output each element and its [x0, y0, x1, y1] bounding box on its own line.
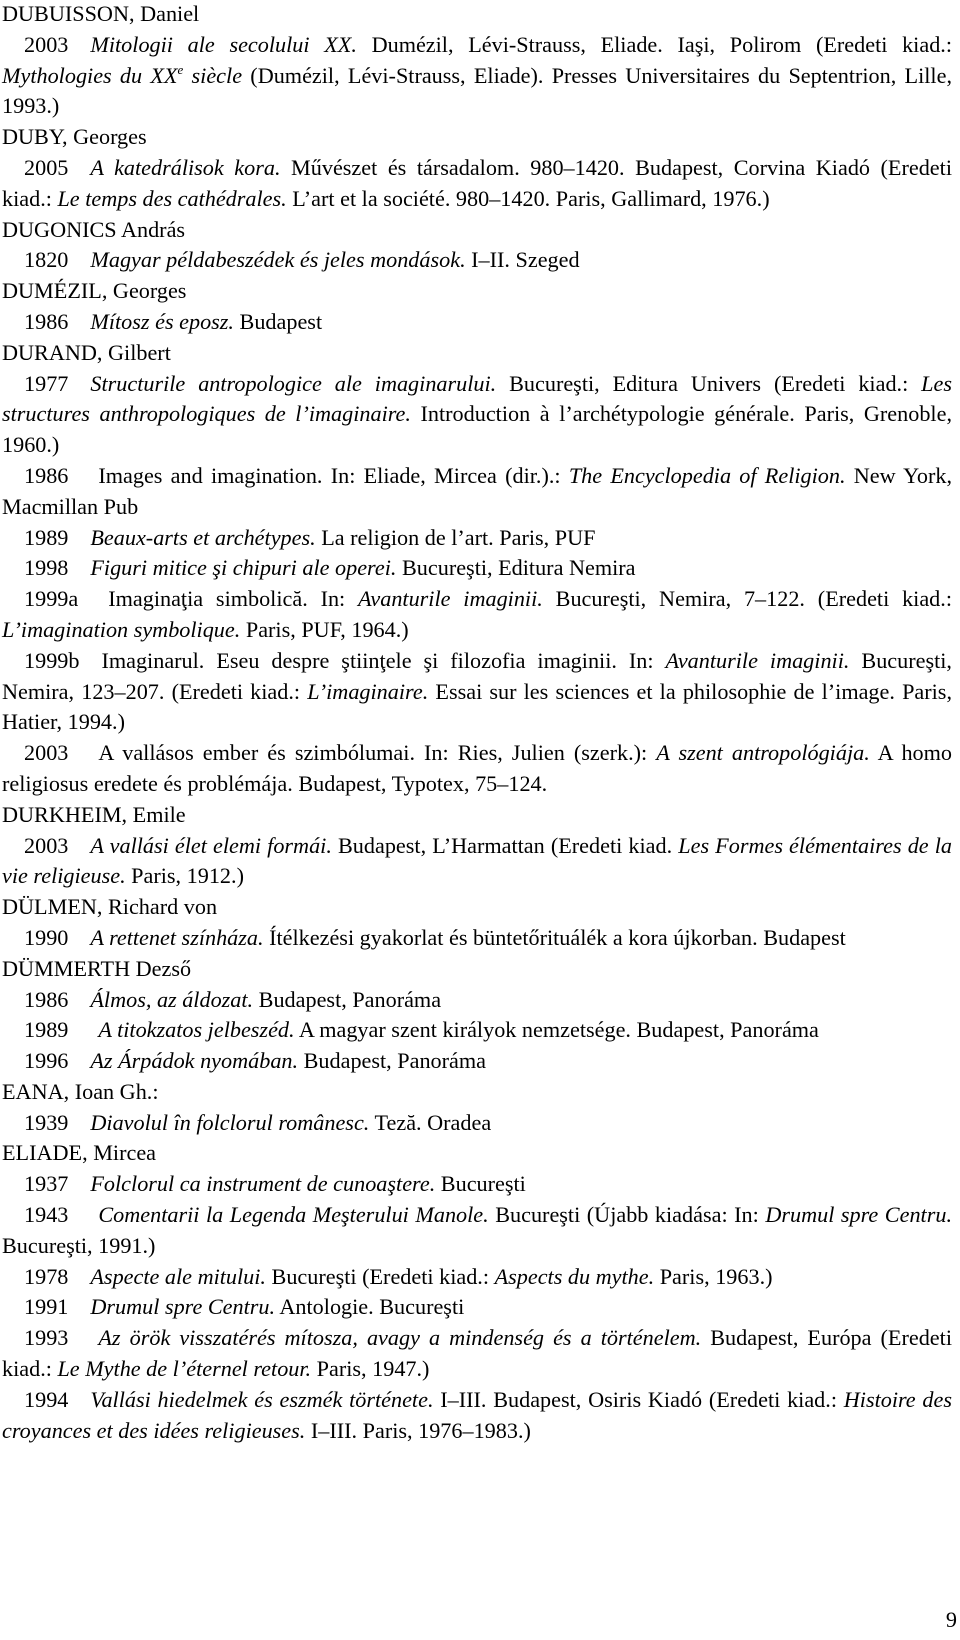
entry-text: Bucureşti, Editura Univers (Eredeti kiad.: [496, 370, 922, 396]
entry-text: Paris, 1912.) [125, 863, 244, 889]
entry-title: Diavolul în folclorul românesc. [90, 1109, 370, 1135]
bibliography-entry [2, 738, 952, 800]
entry-year: 1986 [24, 308, 69, 334]
author-heading: ELIADE, Mircea [2, 1140, 157, 1166]
entry-year: 1999a [24, 586, 79, 612]
entry-title: A titokzatos jelbeszéd. [98, 1017, 295, 1043]
entry-text: Paris, 1963.) [654, 1263, 773, 1289]
entry-year: 1991 [24, 1294, 69, 1320]
entry-text: Budapest, L’Harmattan (Eredeti kiad. [331, 832, 679, 858]
entry-text: Introduction à l’archétypologie générale. Paris, Grenoble, 1960.) [2, 401, 952, 458]
original-title: Les structures anthropologiques de l’imaginaire. [2, 370, 952, 427]
bibliography-entry [2, 553, 952, 584]
bibliography-entry [2, 1323, 952, 1385]
entry-year: 1989 [24, 1017, 69, 1043]
bibliography-entry [2, 153, 952, 215]
entry-year: 1939 [24, 1109, 69, 1135]
entry-text: Images and imagination. In: Eliade, Mircea (dir.).: [98, 462, 569, 488]
bibliography-entry [2, 30, 952, 122]
entry-text: I–II. Szeged [465, 247, 580, 273]
entry-year: 1977 [24, 370, 69, 396]
entry-title: The Encyclopedia of Religion. [568, 462, 846, 488]
entry-text: A magyar szent királyok nemzetsége. Budapest, Panoráma [294, 1017, 819, 1043]
entry-year: 1943 [24, 1202, 69, 1228]
entry-title: A rettenet színháza. [90, 924, 264, 950]
entry-text: Imaginaţia simbolică. In: [108, 586, 359, 612]
original-title: Le Mythe de l’éternel retour. [57, 1356, 312, 1382]
entry-text: Paris, 1947.) [311, 1356, 430, 1382]
bibliography-entry [2, 307, 952, 338]
bibliography-entry [2, 245, 952, 276]
entry-text: Bucureşti (Eredeti kiad.: [265, 1263, 495, 1289]
entry-title: Vallási hiedelmek és eszmék története. [90, 1386, 434, 1412]
bibliography-entry [2, 1169, 952, 1200]
entry-title: Folclorul ca instrument de cunoaştere. [90, 1171, 436, 1197]
entry-text: Művészet és társadalom. 980–1420. Budapest, Corvina Kiadó (Eredeti kiad.: [2, 154, 952, 211]
bibliography-entry [2, 1046, 952, 1077]
entry-year: 1989 [24, 524, 69, 550]
bibliography-entry [2, 985, 952, 1016]
bibliography-entry [2, 646, 952, 738]
entry-text: Budapest, Panoráma [298, 1048, 486, 1074]
entry-year: 1986 [24, 986, 69, 1012]
entry-text: Bucureşti (Újabb kiadása: In: [488, 1202, 766, 1228]
entry-text: I–III. Paris, 1976–1983.) [305, 1417, 531, 1443]
entry-year: 1996 [24, 1048, 69, 1074]
author-heading: DÜMMERTH Dezső [2, 955, 192, 981]
author-heading: DUMÉZIL, Georges [2, 278, 187, 304]
original-title: Mythologies du XXe siècle [2, 61, 243, 88]
original-title: Histoire des croyances et des idées religieuses. [2, 1386, 952, 1443]
bibliography-entry [2, 1015, 952, 1046]
bibliography-entry [2, 923, 952, 954]
entry-title: Avanturile imaginii. [358, 586, 543, 612]
author-heading: DUGONICS András [2, 216, 186, 242]
entry-year: 2003 [24, 31, 69, 57]
original-title: L’imaginaire. [307, 678, 429, 704]
entry-year: 1937 [24, 1171, 69, 1197]
entry-year: 2003 [24, 740, 69, 766]
original-title: Drumul spre Centru. [765, 1202, 952, 1228]
entry-year: 1994 [24, 1386, 69, 1412]
entry-year: 2003 [24, 832, 69, 858]
entry-year: 1820 [24, 247, 69, 273]
original-title: Le temps des cathédrales. [57, 185, 287, 211]
entry-title: Aspecte ale mitului. [90, 1263, 266, 1289]
entry-title: Az örök visszatérés mítosza, avagy a mindenség és a történelem. [98, 1325, 702, 1351]
entry-text: Paris, PUF, 1964.) [240, 616, 409, 642]
entry-text: Bucureşti, Editura Nemira [396, 555, 636, 581]
entry-text: Budapest, Európa (Eredeti kiad.: [2, 1325, 952, 1382]
entry-text: La religion de l’art. Paris, PUF [315, 524, 596, 550]
entry-year: 1998 [24, 555, 69, 581]
entry-title: Avanturile imaginii. [665, 647, 850, 673]
entry-title: Magyar példabeszédek és jeles mondások. [90, 247, 466, 273]
entry-year: 1999b [24, 647, 80, 673]
entry-title: Comentarii la Legenda Meşterului Manole. [98, 1202, 489, 1228]
entry-text: Ítélkezési gyakorlat és büntetőrituálék a kora újkorban. Budapest [263, 924, 846, 950]
author-heading: DURKHEIM, Emile [2, 801, 186, 827]
bibliography-list [2, 0, 952, 1446]
author-heading: DUBUISSON, Daniel [2, 1, 200, 26]
entry-text: Budapest, Panoráma [253, 986, 442, 1012]
bibliography-entry [2, 1200, 952, 1262]
original-title: L’imagination symbolique. [2, 616, 241, 642]
author-heading: DUBY, Georges [2, 124, 147, 150]
entry-text: Antologie. Bucureşti [275, 1294, 465, 1320]
entry-title: Structurile antropologice ale imaginarului. [90, 370, 497, 396]
bibliography-entry [2, 1292, 952, 1323]
entry-text: Dumézil, Lévi-Strauss, Eliade. Iaşi, Polirom (Eredeti kiad.: [356, 31, 952, 57]
original-title: Aspects du mythe. [494, 1263, 655, 1289]
entry-text: I–III. Budapest, Osiris Kiadó (Eredeti kiad.: [433, 1386, 844, 1412]
entry-title: Mitologii ale secolului XX. [90, 31, 357, 57]
entry-title: Beaux-arts et archétypes. [90, 524, 316, 550]
entry-text: A vallásos ember és szimbólumai. In: Ries, Julien (szerk.): [98, 740, 657, 766]
entry-text: Budapest [233, 308, 323, 334]
entry-title: A vallási élet elemi formái. [90, 832, 332, 858]
entry-year: 1990 [24, 924, 69, 950]
entry-text: Essai sur les sciences et la philosophie de l’image. Paris, Hatier, 1994.) [2, 678, 952, 735]
bibliography-entry [2, 523, 952, 554]
entry-title: Drumul spre Centru. [90, 1294, 276, 1320]
entry-text: L’art et la société. 980–1420. Paris, Gallimard, 1976.) [286, 185, 770, 211]
bibliography-entry [2, 1262, 952, 1293]
bibliography-entry [2, 584, 952, 646]
entry-text: A homo religiosus eredete és problémája. Budapest, Typotex, 75–124. [2, 740, 952, 796]
entry-year: 2005 [24, 154, 69, 180]
bibliography-entry [2, 831, 952, 893]
entry-title: A katedrálisok kora. [90, 154, 281, 180]
entry-text: New York, Macmillan Pub [2, 462, 952, 519]
entry-text: (Dumézil, Lévi-Strauss, Eliade). Presses Universitaires du Septentrion, Lille, 1993.) [2, 62, 952, 119]
author-heading: DÜLMEN, Richard von [2, 894, 218, 920]
entry-title: Figuri mitice şi chipuri ale operei. [90, 555, 397, 581]
entry-year: 1978 [24, 1263, 69, 1289]
page-number: 9 [945, 1607, 957, 1632]
entry-year: 1986 [24, 462, 69, 488]
original-title: Les Formes élémentaires de la vie religieuse. [2, 832, 952, 889]
entry-title: Mítosz és eposz. [90, 308, 234, 334]
entry-title: Álmos, az áldozat. [90, 986, 254, 1012]
entry-text: Bucureşti, Nemira, 7–122. (Eredeti kiad.: [542, 586, 952, 612]
entry-title: A szent antropológiája. [656, 740, 870, 766]
entry-text: Bucureşti, Nemira, 123–207. (Eredeti kiad.: [2, 647, 952, 704]
bibliography-entry [2, 461, 952, 523]
author-heading: DURAND, Gilbert [2, 339, 171, 365]
entry-text: Bucureşti, 1991.) [2, 1232, 156, 1258]
entry-text: Imaginarul. Eseu despre ştiinţele şi filozofia imaginii. In: [101, 647, 666, 673]
entry-text: Teză. Oradea [369, 1109, 492, 1135]
entry-text: Bucureşti [435, 1171, 526, 1197]
bibliography-entry [2, 1108, 952, 1139]
entry-year: 1993 [24, 1325, 69, 1351]
bibliography-entry [2, 369, 952, 461]
author-heading: EANA, Ioan Gh.: [2, 1078, 159, 1104]
entry-title: Az Árpádok nyomában. [90, 1048, 299, 1074]
bibliography-entry [2, 1385, 952, 1447]
